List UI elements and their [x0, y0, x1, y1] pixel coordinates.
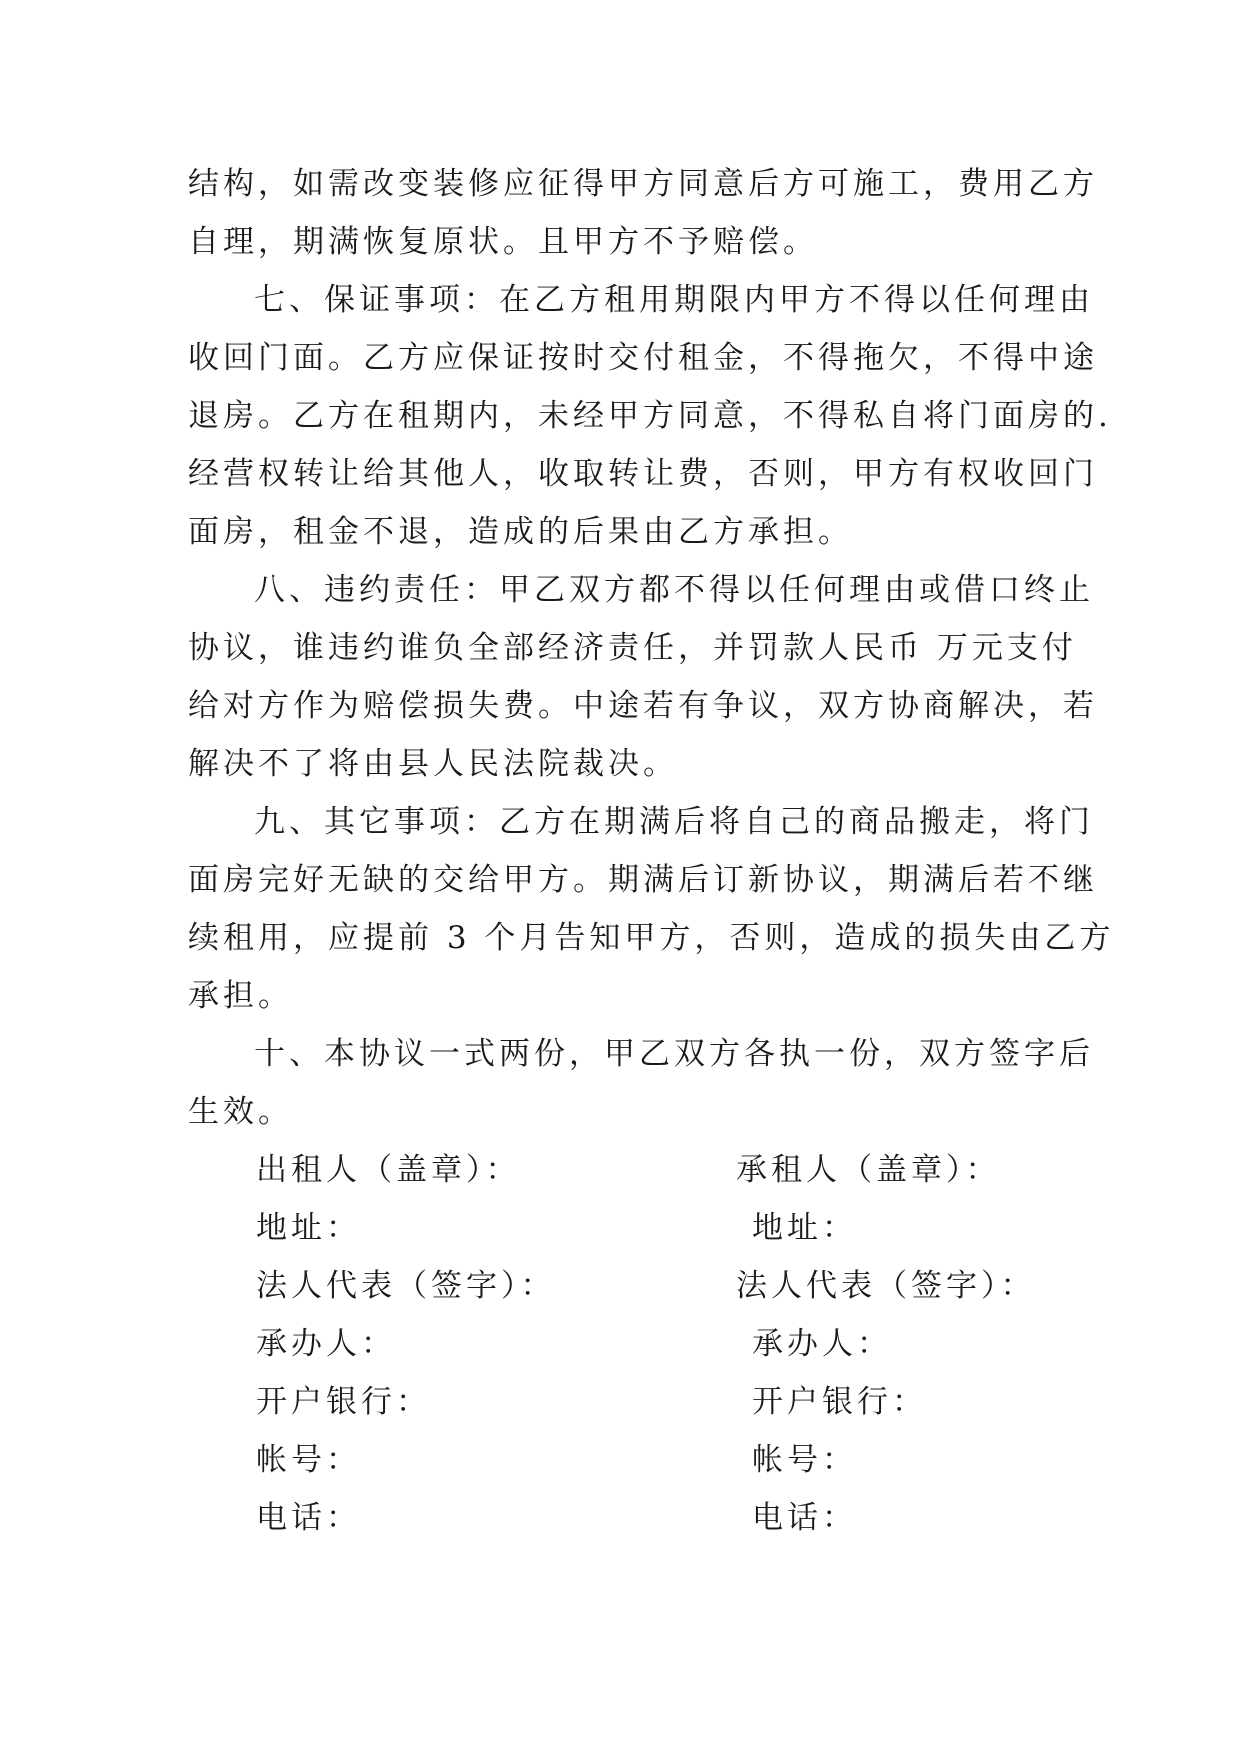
lessee-address-label: 地址：: [752, 1210, 857, 1246]
lessee-legal-rep-label: 法人代表（签字）：: [736, 1268, 1036, 1304]
paragraph-line: 收回门面。乙方应保证按时交付租金，不得拖欠，不得中途: [188, 340, 1098, 376]
paragraph-line: 协议，谁违约谁负全部经济责任，并罚款人民币 万元支付: [188, 630, 1077, 666]
paragraph-line: 给对方作为赔偿损失费。中途若有争议，双方协商解决，若: [188, 688, 1098, 724]
paragraph-line: 面房，租金不退，造成的后果由乙方承担。: [188, 514, 853, 550]
lessor-bank-label: 开户银行：: [256, 1384, 431, 1420]
paragraph-line: 承担。: [188, 978, 293, 1014]
lessee-bank-label: 开户银行：: [752, 1384, 927, 1420]
paragraph-line: 解决不了将由县人民法院裁决。: [188, 746, 678, 782]
lessee-account-label: 帐号：: [752, 1442, 857, 1478]
lessee-phone-label: 电话：: [752, 1500, 857, 1536]
clause-7-heading-line: 七、保证事项：在乙方租用期限内甲方不得以任何理由: [254, 282, 1094, 318]
clause-8-heading-line: 八、违约责任：甲乙双方都不得以任何理由或借口终止: [254, 572, 1094, 608]
lessor-seal-label: 出租人（盖章）：: [256, 1152, 521, 1188]
lessee-handler-label: 承办人：: [752, 1326, 892, 1362]
lessor-account-label: 帐号：: [256, 1442, 361, 1478]
clause-10-heading-line: 十、本协议一式两份，甲乙双方各执一份，双方签字后: [254, 1036, 1094, 1072]
paragraph-line: 续租用，应提前 3 个月告知甲方，否则，造成的损失由乙方: [188, 920, 1115, 956]
lessor-handler-label: 承办人：: [256, 1326, 396, 1362]
lessor-address-label: 地址：: [256, 1210, 361, 1246]
paragraph-line: 面房完好无缺的交给甲方。期满后订新协议，期满后若不继: [188, 862, 1098, 898]
lessor-phone-label: 电话：: [256, 1500, 361, 1536]
paragraph-line: 经营权转让给其他人，收取转让费，否则，甲方有权收回门: [188, 456, 1098, 492]
paragraph-line: 自理，期满恢复原状。且甲方不予赔偿。: [188, 224, 818, 260]
clause-9-heading-line: 九、其它事项：乙方在期满后将自己的商品搬走，将门: [254, 804, 1094, 840]
paragraph-line: 生效。: [188, 1094, 293, 1130]
paragraph-line: 结构，如需改变装修应征得甲方同意后方可施工，费用乙方: [188, 166, 1098, 202]
paragraph-line: 退房。乙方在租期内，未经甲方同意，不得私自将门面房的.: [188, 398, 1112, 434]
lessor-legal-rep-label: 法人代表（签字）：: [256, 1268, 556, 1304]
lessee-seal-label: 承租人（盖章）：: [736, 1152, 1001, 1188]
